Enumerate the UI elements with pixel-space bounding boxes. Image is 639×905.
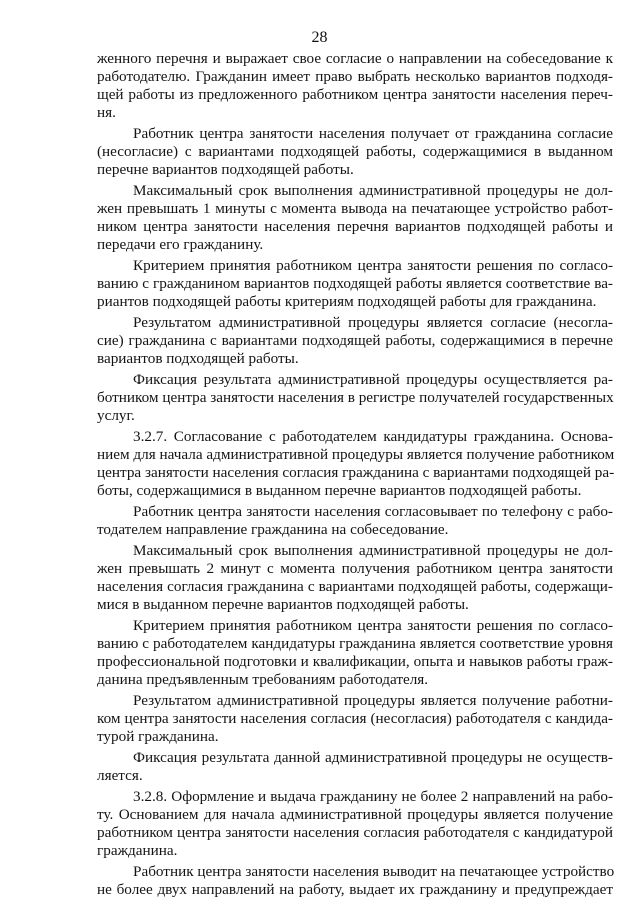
text-line: ботником центра занятости населения в регистре получателей государственных — [97, 389, 614, 406]
text-line: щей работы из предложенного работником центра занятости населения переч- — [97, 86, 613, 103]
text-line: не более двух направлений на работу, выдает их гражданину и предупреждает — [97, 881, 613, 898]
text-line: профессиональной подготовки и квалификации, опыта и навыков работы граж- — [97, 653, 613, 670]
text-line: жен превышать 1 минуты с момента вывода на печатающее устройство работ- — [97, 200, 613, 217]
paragraph — [97, 788, 613, 860]
text-line: ванию с гражданином вариантов подходящей работы является соответствие ва- — [97, 275, 613, 292]
text-line: риантов подходящей работы критериям подходящей работы для гражданина. — [97, 293, 597, 310]
paragraph — [97, 257, 613, 311]
text-line: работником центра занятости населения согласия работодателя с кандидатурой — [97, 824, 613, 841]
text-line: Работник центра занятости населения выводит на печатающее устройство — [133, 863, 615, 880]
text-line: Результатом административной процедуры является согласие (несогла- — [133, 314, 613, 331]
page-number: 28 — [311, 29, 328, 46]
text-line: турой гражданина. — [97, 728, 219, 745]
text-line: Фиксация результата данной административной процедуры не осуществ- — [133, 749, 613, 766]
text-line: мися в выданном перечне вариантов подходящей работы. — [97, 596, 469, 613]
text-line: населения согласия гражданина с вариантами подходящей работы, содержащи- — [97, 578, 613, 595]
text-line: центра занятости населения согласия гражданина с вариантами подходящей ра- — [97, 464, 615, 481]
text-line: передачи его гражданину. — [97, 236, 264, 253]
text-line: Критерием принятия работником центра занятости решения по согласо- — [133, 257, 613, 274]
paragraph — [97, 749, 613, 785]
paragraph — [97, 542, 613, 614]
text-line: (несогласие) с вариантами подходящей работы, содержащимися в выданном — [97, 143, 613, 160]
text-line: нием для начала административной процедуры является получение работником — [97, 446, 615, 463]
text-line: ванию с работодателем кандидатуры гражданина является соответствие уровня — [97, 635, 613, 652]
text-line: данина предъявленным требованиям работодателя. — [97, 671, 429, 688]
paragraph — [97, 371, 613, 425]
paragraph — [97, 182, 613, 254]
text-line: Результатом административной процедуры является получение работни- — [133, 692, 613, 709]
paragraph — [97, 863, 613, 899]
text-line: ляется. — [97, 767, 143, 784]
paragraph — [97, 428, 613, 500]
text-line: ником центра занятости населения перечня вариантов подходящей работы и — [97, 218, 613, 235]
paragraph — [97, 125, 613, 179]
text-line: боты, содержащимися в выданном перечне вариантов подходящей работы. — [97, 482, 582, 499]
text-line: Работник центра занятости населения согласовывает по телефону с рабо- — [133, 503, 613, 520]
text-line: Работник центра занятости населения получает от гражданина согласие — [133, 125, 613, 142]
text-line: Фиксация результата административной процедуры осуществляется ра- — [133, 371, 613, 388]
text-line: женного перечня и выражает свое согласие о направлении на собеседование к — [97, 50, 613, 67]
paragraph — [97, 50, 613, 122]
text-line: ком центра занятости населения согласия (несогласия) работодателя с кандида- — [97, 710, 613, 727]
text-line: Критерием принятия работником центра занятости решения по согласо- — [133, 617, 613, 634]
text-line: ту. Основанием для начала административной процедуры является получение — [97, 806, 613, 823]
text-line: услуг. — [97, 407, 135, 424]
paragraph — [97, 314, 613, 368]
text-line: работодателю. Гражданин имеет право выбрать несколько вариантов подходя- — [97, 68, 613, 85]
text-line: 3.2.7. Согласование с работодателем кандидатуры гражданина. Основа- — [133, 428, 613, 445]
text-line: сие) гражданина с вариантами подходящей работы, содержащимися в перечне — [97, 332, 613, 349]
paragraph — [97, 692, 613, 746]
document-body — [97, 50, 613, 899]
paragraph — [97, 617, 613, 689]
text-line: тодателем направление гражданина на собеседование. — [97, 521, 449, 538]
text-line: перечне вариантов подходящей работы. — [97, 161, 354, 178]
text-line: жен превышать 2 минут с момента получения работником центра занятости — [97, 560, 613, 577]
text-line: гражданина. — [97, 842, 178, 859]
paragraph — [97, 503, 613, 539]
text-line: Максимальный срок выполнения административной процедуры не дол- — [133, 542, 613, 559]
text-line: 3.2.8. Оформление и выдача гражданину не более 2 направлений на рабо- — [133, 788, 613, 805]
text-line: Максимальный срок выполнения административной процедуры не дол- — [133, 182, 613, 199]
text-line: вариантов подходящей работы. — [97, 350, 299, 367]
text-line: ня. — [97, 104, 116, 121]
